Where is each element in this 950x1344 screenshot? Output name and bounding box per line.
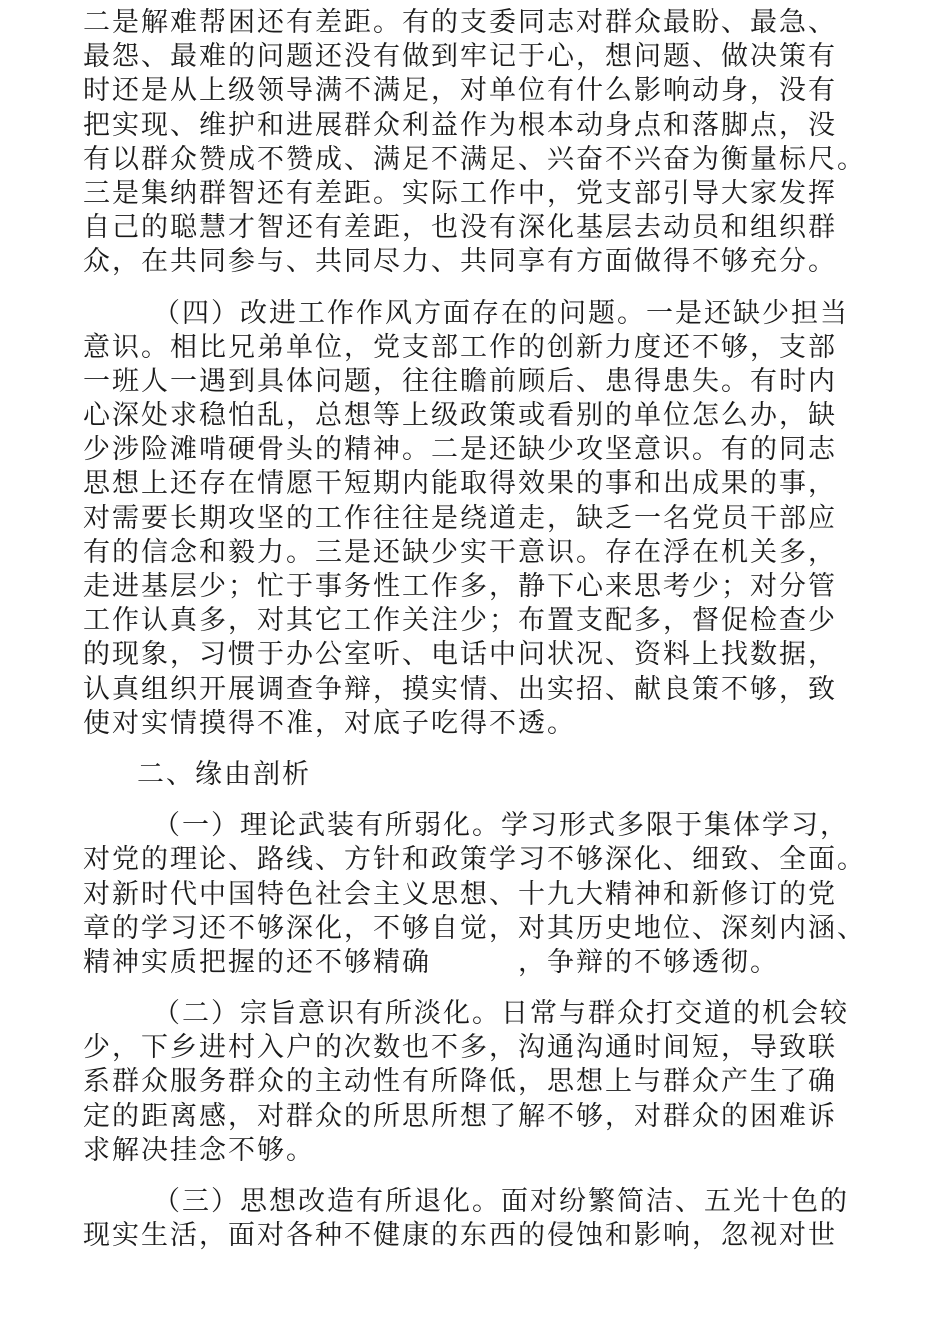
text-line: （四）改进工作作风方面存在的问题。一是还缺少担当 [153, 297, 849, 329]
text-line: 少，下乡进村入户的次数也不多，沟通沟通时间短，导致联 [83, 1032, 837, 1064]
paragraph-gap [83, 980, 883, 997]
text-line: 章的学习还不够深化，不够自觉，对其历史地位、深刻内涵、 [83, 912, 866, 944]
text-line: 对需要长期攻坚的工作往往是绕道走，缺乏一名党员干部应 [83, 502, 837, 534]
text-line: 有以群众赞成不赞成、满足不满足、兴奋不兴奋为衡量标尺。 [83, 143, 866, 175]
text-line: 心深处求稳怕乱，总想等上级政策或看别的单位怎么办，缺 [83, 400, 837, 432]
text-line: 意识。相比兄弟单位，党支部工作的创新力度还不够，支部 [83, 331, 837, 363]
text-line: 定的距离感，对群众的所思所想了解不够，对群众的困难诉 [83, 1100, 837, 1132]
text-line: 思想上还存在情愿干短期内能取得效果的事和出成果的事， [83, 468, 837, 500]
paragraph-gap [83, 792, 883, 809]
paragraph-gap [83, 741, 883, 758]
text-line: 走进基层少；忙于事务性工作多，静下心来思考少；对分管 [83, 571, 837, 602]
text-line: 一班人一遇到具体问题，往往瞻前顾后、患得患失。有时内 [83, 365, 837, 397]
paragraph-work-style-issues [83, 297, 883, 741]
text-line: 把实现、维护和进展群众利益作为根本动身点和落脚点，没 [83, 109, 837, 141]
text-line: 自己的聪慧才智还有差距，也没有深化基层去动员和组织群 [83, 212, 837, 244]
text-line: 二是解难帮困还有差距。有的支委同志对群众最盼、最急、 [83, 7, 837, 38]
text-line: （三）思想改造有所退化。面对纷繁简洁、五光十色的 [153, 1186, 849, 1217]
text-line: 对党的理论、路线、方针和政策学习不够深化、细致、全面。 [83, 844, 866, 876]
text-line: 系群众服务群众的主动性有所降低，思想上与群众产生了确 [83, 1066, 837, 1098]
text-line: 工作认真多，对其它工作关注少；布置支配多，督促检查少 [83, 605, 837, 637]
text-line: 时还是从上级领导满不满足，对单位有什么影响动身，没有 [83, 75, 837, 107]
text-line: 使对实情摸得不准，对底子吃得不透。 [83, 707, 576, 739]
paragraph-theory-weakened [83, 809, 883, 980]
paragraph-purpose-diluted [83, 997, 883, 1168]
text-line: 现实生活，面对各种不健康的东西的侵蚀和影响，忽视对世 [83, 1220, 837, 1252]
text-line: 三是集纳群智还有差距。实际工作中，党支部引导大家发挥 [83, 177, 837, 209]
text-line: 对新时代中国特色社会主义思想、十九大精神和新修订的党 [83, 878, 837, 910]
section-heading-text: 二、缘由剖析 [137, 758, 311, 790]
text-line: （一）理论武装有所弱化。学习形式多限于集体学习， [153, 810, 849, 842]
paragraph-gap [83, 1168, 883, 1185]
text-line: 最怨、最难的问题还没有做到牢记于心，想问题、做决策有 [83, 41, 837, 73]
paragraph-service-gap [83, 6, 883, 280]
text-line: （二）宗旨意识有所淡化。日常与群众打交道的机会较 [153, 998, 849, 1030]
text-line: 认真组织开展调查争辩，摸实情、出实招、献良策不够，致 [83, 673, 837, 705]
text-line: 有的信念和毅力。三是还缺少实干意识。存在浮在机关多， [83, 536, 837, 568]
text-line: 精神实质把握的还不够精确 ，争辩的不够透彻。 [83, 946, 779, 978]
text-line: 的现象，习惯于办公室听、电话中问状况、资料上找数据， [83, 639, 837, 671]
text-line: 少涉险滩啃硬骨头的精神。二是还缺少攻坚意识。有的同志 [83, 434, 837, 466]
section-heading-cause-analysis [83, 758, 883, 792]
paragraph-gap [83, 280, 883, 297]
paragraph-thought-regressed [83, 1185, 883, 1253]
text-line: 求解决挂念不够。 [83, 1134, 315, 1166]
document-page [83, 6, 883, 1253]
text-line: 众，在共同参与、共同尽力、共同享有方面做得不够充分。 [83, 246, 837, 278]
